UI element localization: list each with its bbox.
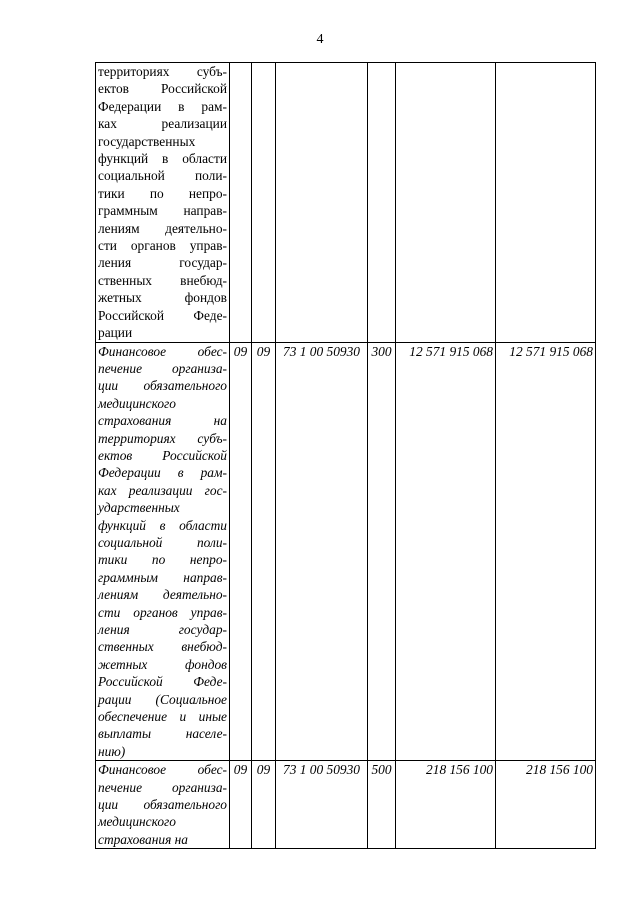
description-line: территориях субъ-	[98, 430, 227, 446]
description-line: социальной поли-	[98, 168, 227, 184]
table-row	[96, 761, 596, 849]
budget-table	[95, 62, 596, 849]
description-line: Российской Феде-	[98, 674, 227, 690]
description-line: ках реализации гос-	[98, 482, 227, 498]
description-line: ления государ-	[98, 255, 227, 271]
description-line: функций в области	[98, 517, 227, 533]
description-line: ственных внебюд-	[98, 639, 227, 655]
budget-table-body	[96, 63, 596, 849]
description-line: медицинского	[98, 395, 176, 411]
description-line: ственных внебюд-	[98, 272, 227, 288]
row-amount-1: 218 156 100	[396, 761, 496, 849]
row-amount-1: 12 571 915 068	[396, 342, 496, 761]
row-amount-1	[396, 63, 496, 343]
description-line: ции обязательного	[98, 378, 227, 394]
description-line: Российской Феде-	[98, 307, 227, 323]
table-row	[96, 63, 596, 343]
page-number: 4	[316, 32, 324, 47]
row-target-article: 73 1 00 50930	[276, 342, 368, 761]
description-line: лениям деятельно-	[98, 587, 227, 603]
row-description	[96, 761, 230, 849]
description-line: Федерации в рам-	[98, 98, 227, 114]
description-line: Финансовое обес-	[98, 343, 227, 359]
row-description	[96, 63, 230, 343]
table-row	[96, 342, 596, 761]
description-line: государственных	[98, 133, 196, 149]
row-target-article: 73 1 00 50930	[276, 761, 368, 849]
description-line: ках реализации	[98, 116, 227, 132]
row-subsection-code: 09	[252, 342, 276, 761]
description-line: ектов Российской	[98, 447, 227, 463]
description-line: тики по непро-	[98, 185, 227, 201]
row-amount-2: 12 571 915 068	[496, 342, 596, 761]
description-line: выплаты населе-	[98, 726, 227, 742]
description-line: рации (Социальное	[98, 691, 227, 707]
description-line: ектов Российской	[98, 81, 227, 97]
description-line: рации	[98, 325, 133, 341]
description-line: печение организа-	[98, 360, 227, 376]
row-section-code: 09	[230, 761, 252, 849]
description-line: тики по непро-	[98, 552, 227, 568]
row-expense-type: 300	[368, 342, 396, 761]
row-section-code: 09	[230, 342, 252, 761]
row-section-code	[230, 63, 252, 343]
description-line: страхования на	[98, 831, 188, 847]
description-line: ударственных	[98, 500, 180, 516]
description-line: Финансовое обес-	[98, 762, 227, 778]
row-amount-2	[496, 63, 596, 343]
description-line: ции обязательного	[98, 797, 227, 813]
description-line: граммным направ-	[98, 569, 227, 585]
description-line: нию)	[98, 743, 126, 759]
description-line: страхования на	[98, 413, 227, 429]
description-line: обеспечение и иные	[98, 709, 227, 725]
description-line: сти органов управ-	[98, 604, 227, 620]
description-line: граммным направ-	[98, 203, 227, 219]
description-line: жетных фондов	[98, 290, 227, 306]
row-expense-type	[368, 63, 396, 343]
description-line: печение организа-	[98, 779, 227, 795]
description-line: сти органов управ-	[98, 238, 227, 254]
description-line: лениям деятельно-	[98, 220, 227, 236]
row-subsection-code	[252, 63, 276, 343]
description-line: территориях субъ-	[98, 64, 227, 79]
description-line: социальной поли-	[98, 534, 227, 550]
row-subsection-code: 09	[252, 761, 276, 849]
description-line: ления государ-	[98, 622, 227, 637]
row-description	[96, 342, 230, 761]
row-target-article	[276, 63, 368, 343]
description-line: жетных фондов	[98, 656, 227, 672]
description-line: Федерации в рам-	[98, 465, 227, 481]
row-amount-2: 218 156 100	[496, 761, 596, 849]
description-line: функций в области	[98, 151, 227, 167]
row-expense-type: 500	[368, 761, 396, 849]
description-line: медицинского	[98, 814, 176, 830]
